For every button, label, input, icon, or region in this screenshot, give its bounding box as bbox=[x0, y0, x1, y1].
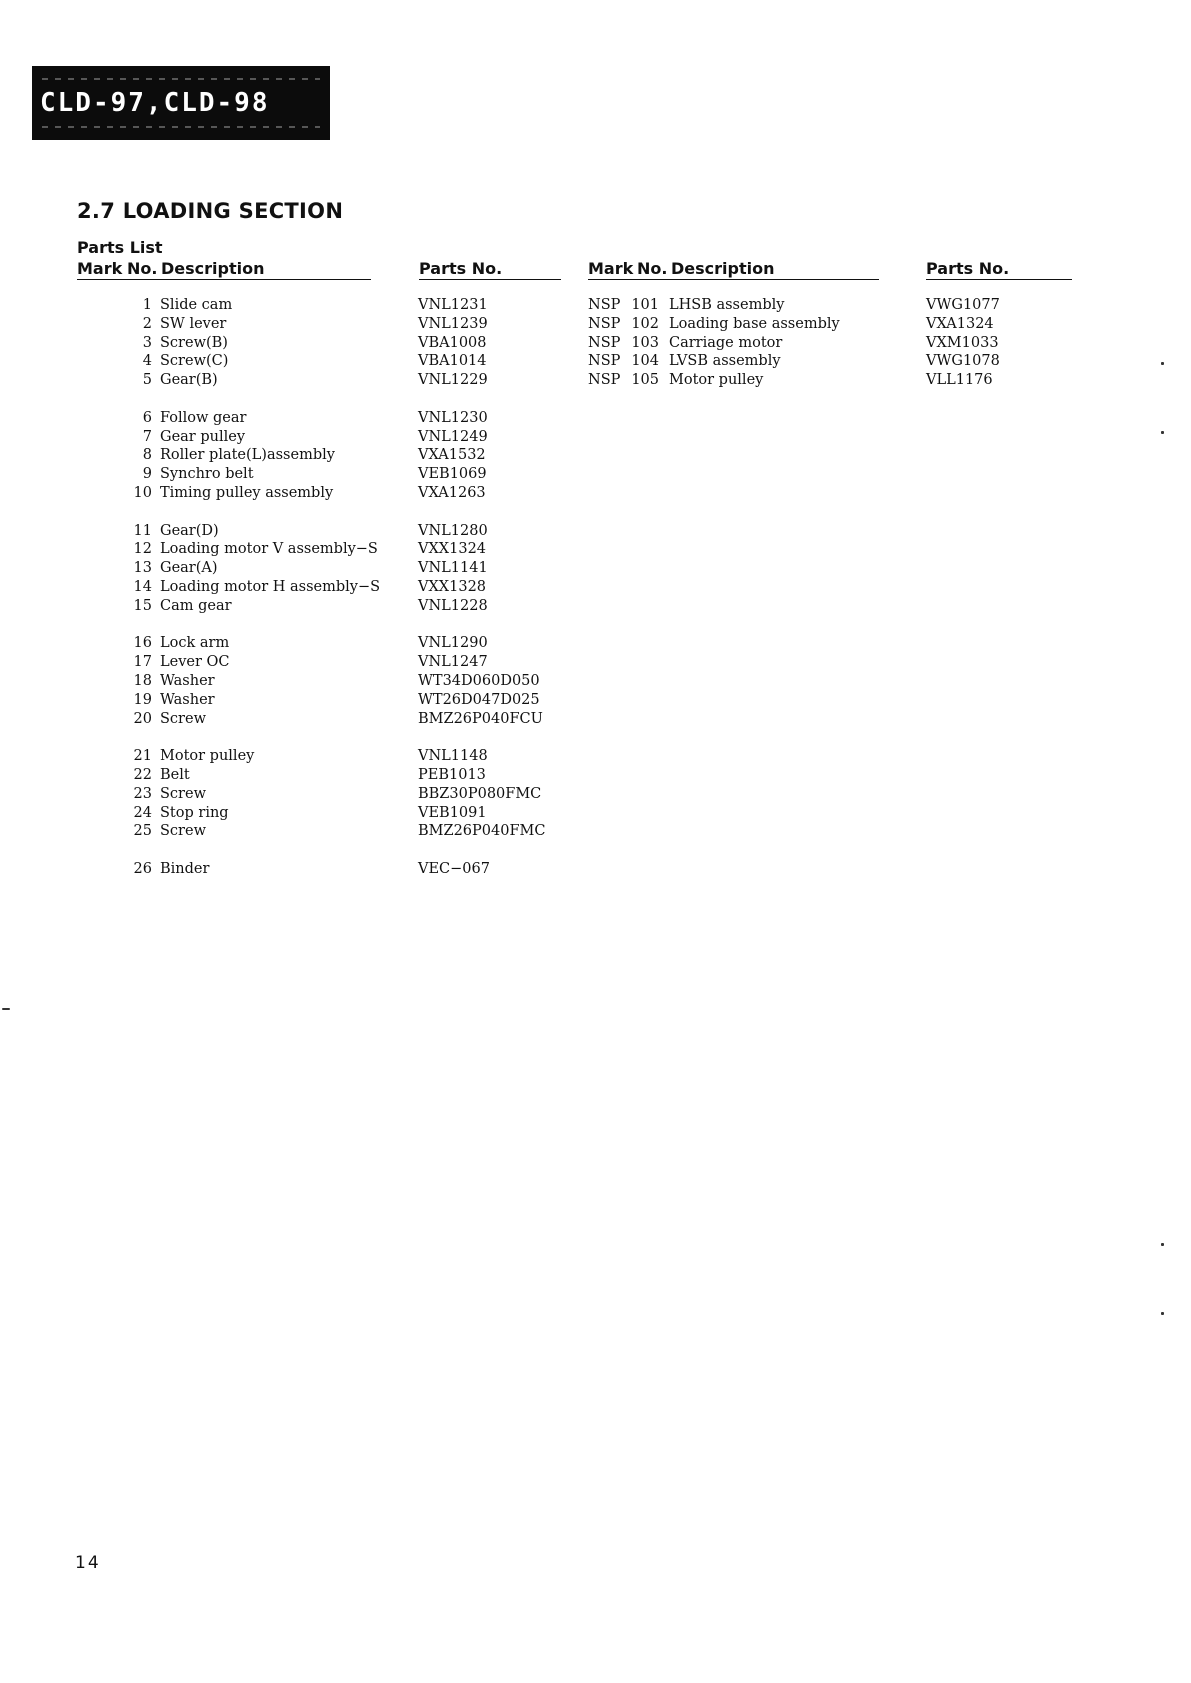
part-code: VNL1247 bbox=[418, 654, 488, 671]
scan-speck bbox=[1161, 1243, 1164, 1246]
part-code: VXA1532 bbox=[418, 447, 486, 464]
page-number: 14 bbox=[75, 1553, 101, 1573]
part-number-index: 104 bbox=[631, 353, 659, 370]
part-code: VXX1324 bbox=[418, 541, 487, 558]
left-description-column bbox=[160, 296, 380, 879]
part-code: VWG1078 bbox=[926, 353, 1000, 370]
model-title: CLD-97,CLD-98 bbox=[40, 88, 270, 118]
part-code: VEB1069 bbox=[418, 466, 487, 483]
part-number-index: 1 bbox=[142, 297, 152, 313]
part-mark: NSP bbox=[588, 334, 621, 351]
part-code: PEB1013 bbox=[418, 766, 486, 783]
part-number-index: 17 bbox=[133, 654, 152, 671]
part-description: Binder bbox=[160, 860, 210, 877]
part-number-index: 101 bbox=[631, 297, 659, 313]
part-number-index: 21 bbox=[133, 748, 152, 765]
part-number-index: 18 bbox=[133, 672, 152, 689]
part-code: WT34D060D050 bbox=[418, 672, 540, 689]
right-no-column bbox=[632, 296, 659, 390]
scan-speck bbox=[1161, 1312, 1164, 1315]
part-description: Synchro belt bbox=[160, 466, 254, 483]
part-number-index: 13 bbox=[133, 560, 152, 577]
part-description: Loading base assembly bbox=[669, 315, 840, 332]
part-code: VBA1014 bbox=[418, 353, 487, 370]
part-code: VNL1249 bbox=[418, 428, 488, 445]
part-code: BMZ26P040FCU bbox=[418, 710, 543, 727]
left-parts-rule bbox=[419, 279, 561, 280]
part-description: Belt bbox=[160, 766, 190, 783]
scan-speck bbox=[2, 1008, 10, 1010]
part-description: Gear(D) bbox=[160, 522, 219, 539]
part-code: BMZ26P040FMC bbox=[418, 823, 546, 840]
part-code: VNL1148 bbox=[418, 748, 488, 765]
right-mark-column bbox=[588, 296, 620, 390]
part-number-index: 11 bbox=[133, 522, 152, 539]
part-description: Loading motor V assembly−S bbox=[160, 541, 378, 558]
part-description: Washer bbox=[160, 672, 215, 689]
part-code: VEC−067 bbox=[418, 860, 490, 877]
part-description: Slide cam bbox=[160, 297, 233, 313]
part-number-index: 24 bbox=[133, 804, 152, 821]
part-code: VXM1033 bbox=[926, 334, 999, 351]
right-header-mark: Mark bbox=[588, 259, 634, 278]
part-number-index: 15 bbox=[133, 597, 152, 614]
part-description: Carriage motor bbox=[669, 334, 783, 351]
part-number-index: 12 bbox=[133, 541, 152, 558]
part-number-index: 9 bbox=[142, 466, 152, 483]
part-number-index: 5 bbox=[142, 372, 152, 389]
part-number-index: 8 bbox=[142, 447, 152, 464]
part-number-index: 3 bbox=[142, 334, 152, 351]
part-number-index: 6 bbox=[142, 409, 152, 426]
part-description: Stop ring bbox=[160, 804, 229, 821]
right-parts-rule bbox=[926, 279, 1072, 280]
part-number-index: 20 bbox=[133, 710, 152, 727]
right-parts-no-column bbox=[926, 296, 1000, 390]
part-description: Screw bbox=[160, 823, 206, 840]
right-description-column bbox=[669, 296, 840, 390]
part-code: VLL1176 bbox=[926, 372, 993, 389]
part-code: VNL1230 bbox=[418, 409, 488, 426]
part-number-index: 19 bbox=[133, 691, 152, 708]
right-header-parts-no: Parts No. bbox=[926, 259, 1010, 278]
right-header-rule bbox=[588, 279, 879, 280]
part-code: VNL1228 bbox=[418, 597, 488, 614]
part-description: Motor pulley bbox=[160, 748, 255, 765]
banner-dotted-line bbox=[42, 126, 320, 128]
part-code: VBA1008 bbox=[418, 334, 487, 351]
part-number-index: 7 bbox=[142, 428, 152, 445]
left-no-column bbox=[118, 296, 152, 879]
part-description: LVSB assembly bbox=[669, 353, 781, 370]
part-mark: NSP bbox=[588, 297, 621, 313]
part-number-index: 105 bbox=[631, 372, 659, 389]
part-number-index: 10 bbox=[133, 484, 152, 501]
part-mark: NSP bbox=[588, 315, 621, 332]
part-number-index: 22 bbox=[133, 766, 152, 783]
part-number-index: 23 bbox=[133, 785, 152, 802]
part-number-index: 16 bbox=[133, 635, 152, 652]
part-code: BBZ30P080FMC bbox=[418, 785, 542, 802]
part-description: Screw bbox=[160, 785, 206, 802]
part-description: Loading motor H assembly−S bbox=[160, 578, 381, 595]
left-header-no: No. bbox=[127, 259, 158, 278]
part-description: Follow gear bbox=[160, 409, 247, 426]
part-description: Cam gear bbox=[160, 597, 232, 614]
part-description: Motor pulley bbox=[669, 372, 764, 389]
part-code: VXX1328 bbox=[418, 578, 487, 595]
part-mark: NSP bbox=[588, 372, 621, 389]
part-description: SW lever bbox=[160, 315, 227, 332]
part-description: Gear(A) bbox=[160, 560, 218, 577]
part-mark: NSP bbox=[588, 353, 621, 370]
part-code: VNL1231 bbox=[418, 297, 488, 313]
left-header-description: Description bbox=[161, 259, 265, 278]
part-number-index: 14 bbox=[133, 578, 152, 595]
part-number-index: 102 bbox=[631, 315, 659, 332]
part-description: Roller plate(L)assembly bbox=[160, 447, 335, 464]
part-number-index: 103 bbox=[631, 334, 659, 351]
right-header-no: No. bbox=[637, 259, 668, 278]
part-number-index: 25 bbox=[133, 823, 152, 840]
part-description: Washer bbox=[160, 691, 215, 708]
part-code: VNL1239 bbox=[418, 315, 488, 332]
part-code: VNL1290 bbox=[418, 635, 488, 652]
left-header-rule bbox=[77, 279, 371, 280]
left-header-parts-no: Parts No. bbox=[419, 259, 503, 278]
part-number-index: 4 bbox=[142, 353, 152, 370]
part-number-index: 2 bbox=[142, 315, 152, 332]
part-description: Gear pulley bbox=[160, 428, 246, 445]
model-banner bbox=[32, 66, 330, 140]
banner-dotted-line bbox=[42, 78, 320, 80]
left-parts-no-column bbox=[418, 296, 545, 879]
part-description: Lock arm bbox=[160, 635, 230, 652]
scan-speck bbox=[1161, 362, 1164, 365]
part-code: VWG1077 bbox=[926, 297, 1000, 313]
part-code: VNL1141 bbox=[418, 560, 488, 577]
scan-speck bbox=[1161, 431, 1164, 434]
part-description: Screw bbox=[160, 710, 206, 727]
part-number-index: 26 bbox=[133, 860, 152, 877]
part-code: WT26D047D025 bbox=[418, 691, 540, 708]
part-code: VXA1324 bbox=[926, 315, 994, 332]
section-title: 2.7 LOADING SECTION bbox=[77, 199, 344, 223]
part-code: VNL1280 bbox=[418, 522, 488, 539]
part-description: Lever OC bbox=[160, 654, 230, 671]
part-code: VXA1263 bbox=[418, 484, 486, 501]
part-description: Screw(C) bbox=[160, 353, 229, 370]
left-header-mark: Mark bbox=[77, 259, 123, 278]
part-description: LHSB assembly bbox=[669, 297, 785, 313]
part-code: VNL1229 bbox=[418, 372, 488, 389]
parts-list-heading: Parts List bbox=[77, 238, 163, 257]
right-header-description: Description bbox=[671, 259, 775, 278]
part-code: VEB1091 bbox=[418, 804, 487, 821]
part-description: Gear(B) bbox=[160, 372, 218, 389]
part-description: Screw(B) bbox=[160, 334, 228, 351]
part-description: Timing pulley assembly bbox=[160, 484, 334, 501]
